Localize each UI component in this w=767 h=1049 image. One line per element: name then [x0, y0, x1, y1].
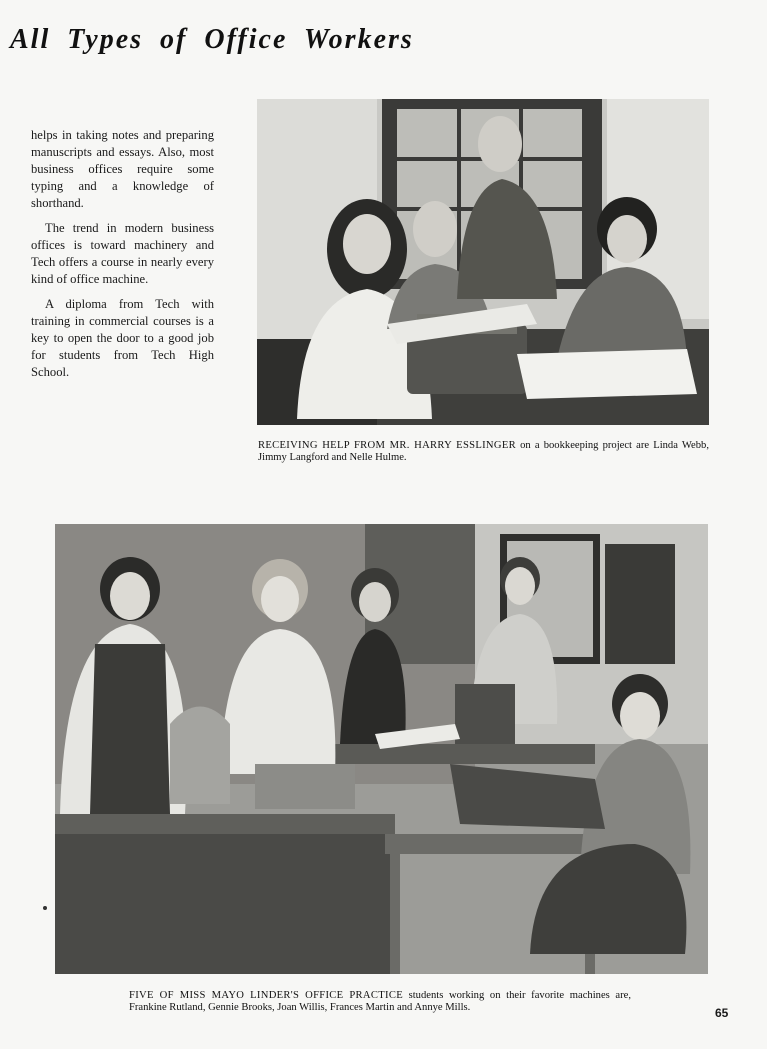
- body-paragraph: A diploma from Tech with training in commercial courses is a key to open the door to a good job for students from Tech High School.: [31, 297, 214, 379]
- photo-caption-top: [258, 440, 709, 464]
- caption-names-lead: FIVE OF MISS MAYO LINDER'S OFFICE PRACTICE: [129, 990, 403, 1001]
- caption-names: on a bookkeeping project are Linda Webb, Jimmy Langford and Nelle Hulme.: [258, 440, 709, 463]
- page-title: All Types of Office Workers: [10, 24, 414, 55]
- page-number: 65: [715, 1006, 729, 1020]
- body-text: [31, 127, 214, 389]
- photo-office-practice: [55, 524, 708, 974]
- body-paragraph: helps in taking notes and preparing manuscripts and essays. Also, most business offices require some typing and a knowledge of shorthand.: [31, 128, 214, 210]
- print-speck: [43, 906, 47, 910]
- photo-caption-bottom: [129, 990, 631, 1014]
- photo-bookkeeping-group: [257, 99, 709, 425]
- body-paragraph: The trend in modern business offices is toward machinery and Tech offers a course in nearly every kind of office machine.: [31, 221, 214, 286]
- caption-names-lead: RECEIVING HELP FROM MR. HARRY ESSLINGER: [258, 440, 516, 451]
- caption-names: students working on their favorite machines are, Frankine Rutland, Gennie Brooks, Joan Willis, Frances Martin and Annye Mills.: [129, 990, 631, 1013]
